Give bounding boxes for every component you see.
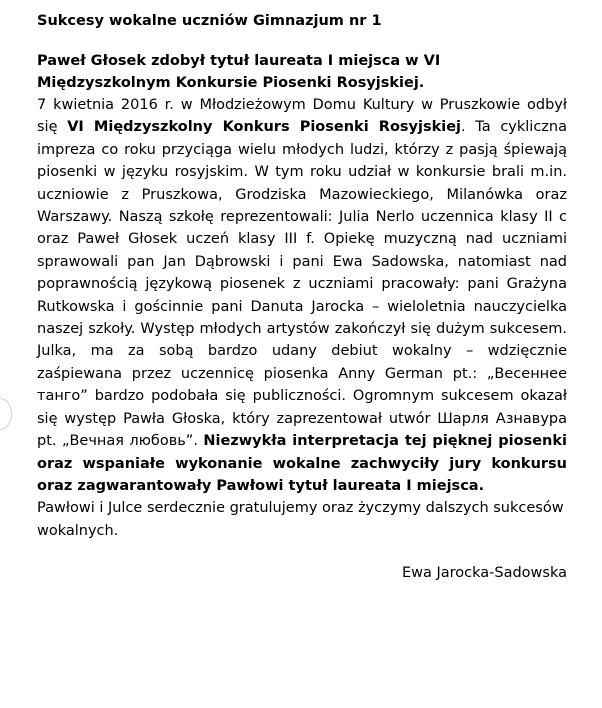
closing-congratulations: Pawłowi i Julce serdecznie gratulujemy oraz życzymy dalszych sukcesów wokalnych. (37, 500, 564, 539)
document-page (37, 10, 567, 584)
margin-scroll-marker (0, 398, 12, 430)
article-headline: Paweł Głosek zdobył tytuł laureata I miejsca w VI Międzyszkolnym Konkursie Piosenki Rosyjskiej. (37, 53, 441, 91)
contest-name: VI Międzyszkolny Konkurs Piosenki Rosyjskiej (67, 119, 462, 136)
body-text-intro: 7 kwietnia 2016 r. w Młodzieżowym Domu Kultury w Pruszkowie odbył się (37, 97, 567, 136)
author-signature: Ewa Jarocka-Sadowska (401, 565, 567, 582)
document-title: Sukcesy wokalne uczniów Gimnazjum nr 1 (37, 13, 382, 29)
body-text-main: . Ta cykliczna impreza co roku przyciąga wielu młodych ludzi, którzy z pasją śpiewają piosenki w języku rosyjskim. W tym roku udział w konkursie brali m.in. uczniowie z Pruszkowa, Grodziska Mazowieckiego, Milanówka oraz Warszawy. Naszą szkołę reprezentowali: Julia Nerlo uczennica klasy II c oraz Paweł Głosek uczeń klasy III f. Opiekę muzyczną nad uczniami sprawowali pan Jan Dąbrowski i pani Ewa Sadowska, natomiast nad poprawnością językową piosenek z uczniami pracowały: pani Grażyna Rutkowska i gościnnie pani Danuta Jarocka – wieloletnia nauczycielka naszej szkoły. Występ młodych artystów zakończył się dużym sukcesem. Julka, ma za sobą bardzo udany debiut wokalny – wdzięcznie zaśpiewana przez uczennicę piosenka Anny German pt.: „Весеннее танго” bardzo podobała się publiczności. Ogromnym sukcesem okazał się występ Pawła Głoska, który zaprezentował utwór Шарля Азнавура pt. „Вечная любовь”. (37, 119, 567, 450)
article-body (37, 94, 567, 497)
award-statement: Niezwykła interpretacja tej pięknej piosenki oraz wspaniałe wykonanie wokalne zachwyciły jury konkursu oraz zagwarantowały Pawłowi tytuł laureata I miejsca. (37, 433, 567, 494)
